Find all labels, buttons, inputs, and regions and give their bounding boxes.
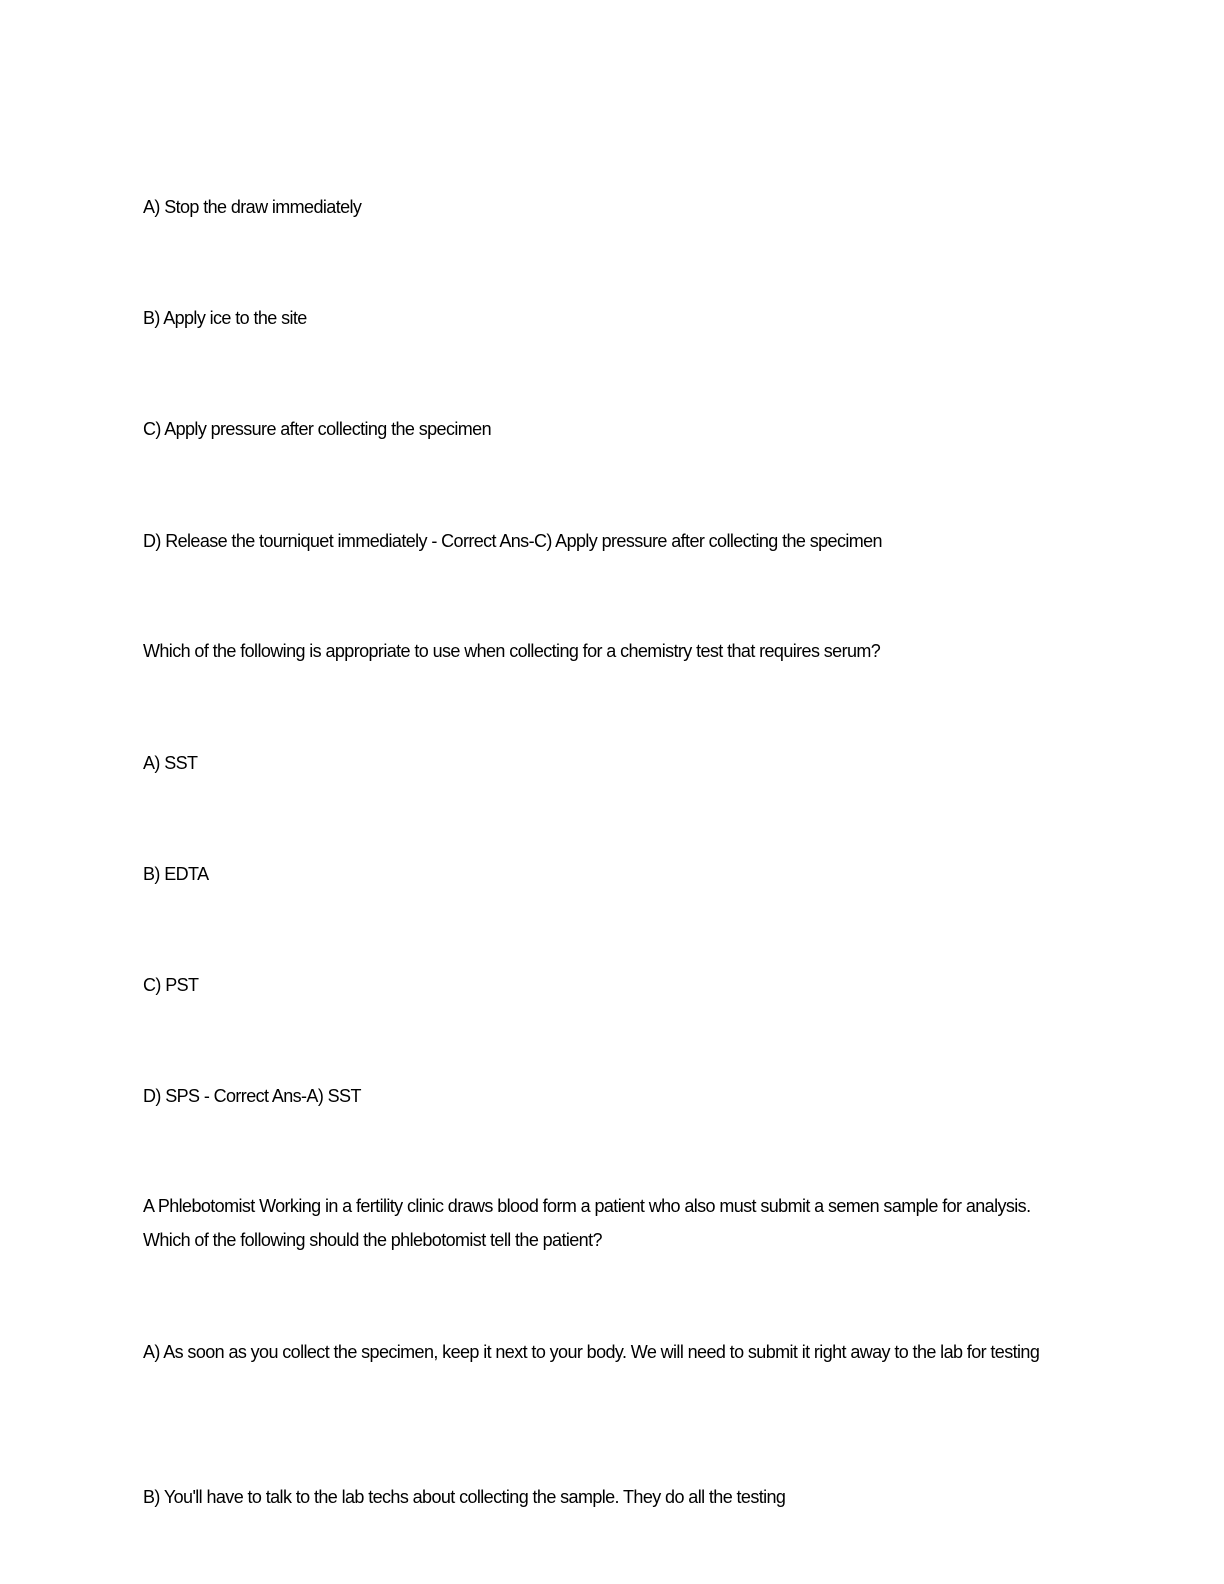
answer-option-d-sps: D) SPS - Correct Ans-A) SST (143, 1086, 361, 1106)
answer-option-d-release-tourniquet: D) Release the tourniquet immediately - Correct Ans-C) Apply pressure after collecting the specimen (143, 531, 882, 551)
answer-option-a-keep-specimen: A) As soon as you collect the specimen, keep it next to your body. We will need to submit it right away to the lab for testing (143, 1342, 1040, 1362)
answer-option-a-stop-draw: A) Stop the draw immediately (143, 197, 362, 217)
answer-option-b-lab-techs: B) You'll have to talk to the lab techs about collecting the sample. They do all the testing (143, 1487, 786, 1507)
answer-option-a-sst: A) SST (143, 753, 198, 773)
answer-option-b-apply-ice: B) Apply ice to the site (143, 308, 307, 328)
answer-option-b-edta: B) EDTA (143, 864, 209, 884)
answer-option-c-apply-pressure: C) Apply pressure after collecting the specimen (143, 419, 491, 439)
answer-option-c-pst: C) PST (143, 975, 199, 995)
question-chemistry-serum: Which of the following is appropriate to use when collecting for a chemistry test that requires serum? (143, 641, 881, 661)
question-fertility-clinic: A Phlebotomist Working in a fertility clinic draws blood form a patient who also must submit a semen sample for analysis. Which of the following should the phlebotomist tell the patient? (143, 1196, 1031, 1250)
